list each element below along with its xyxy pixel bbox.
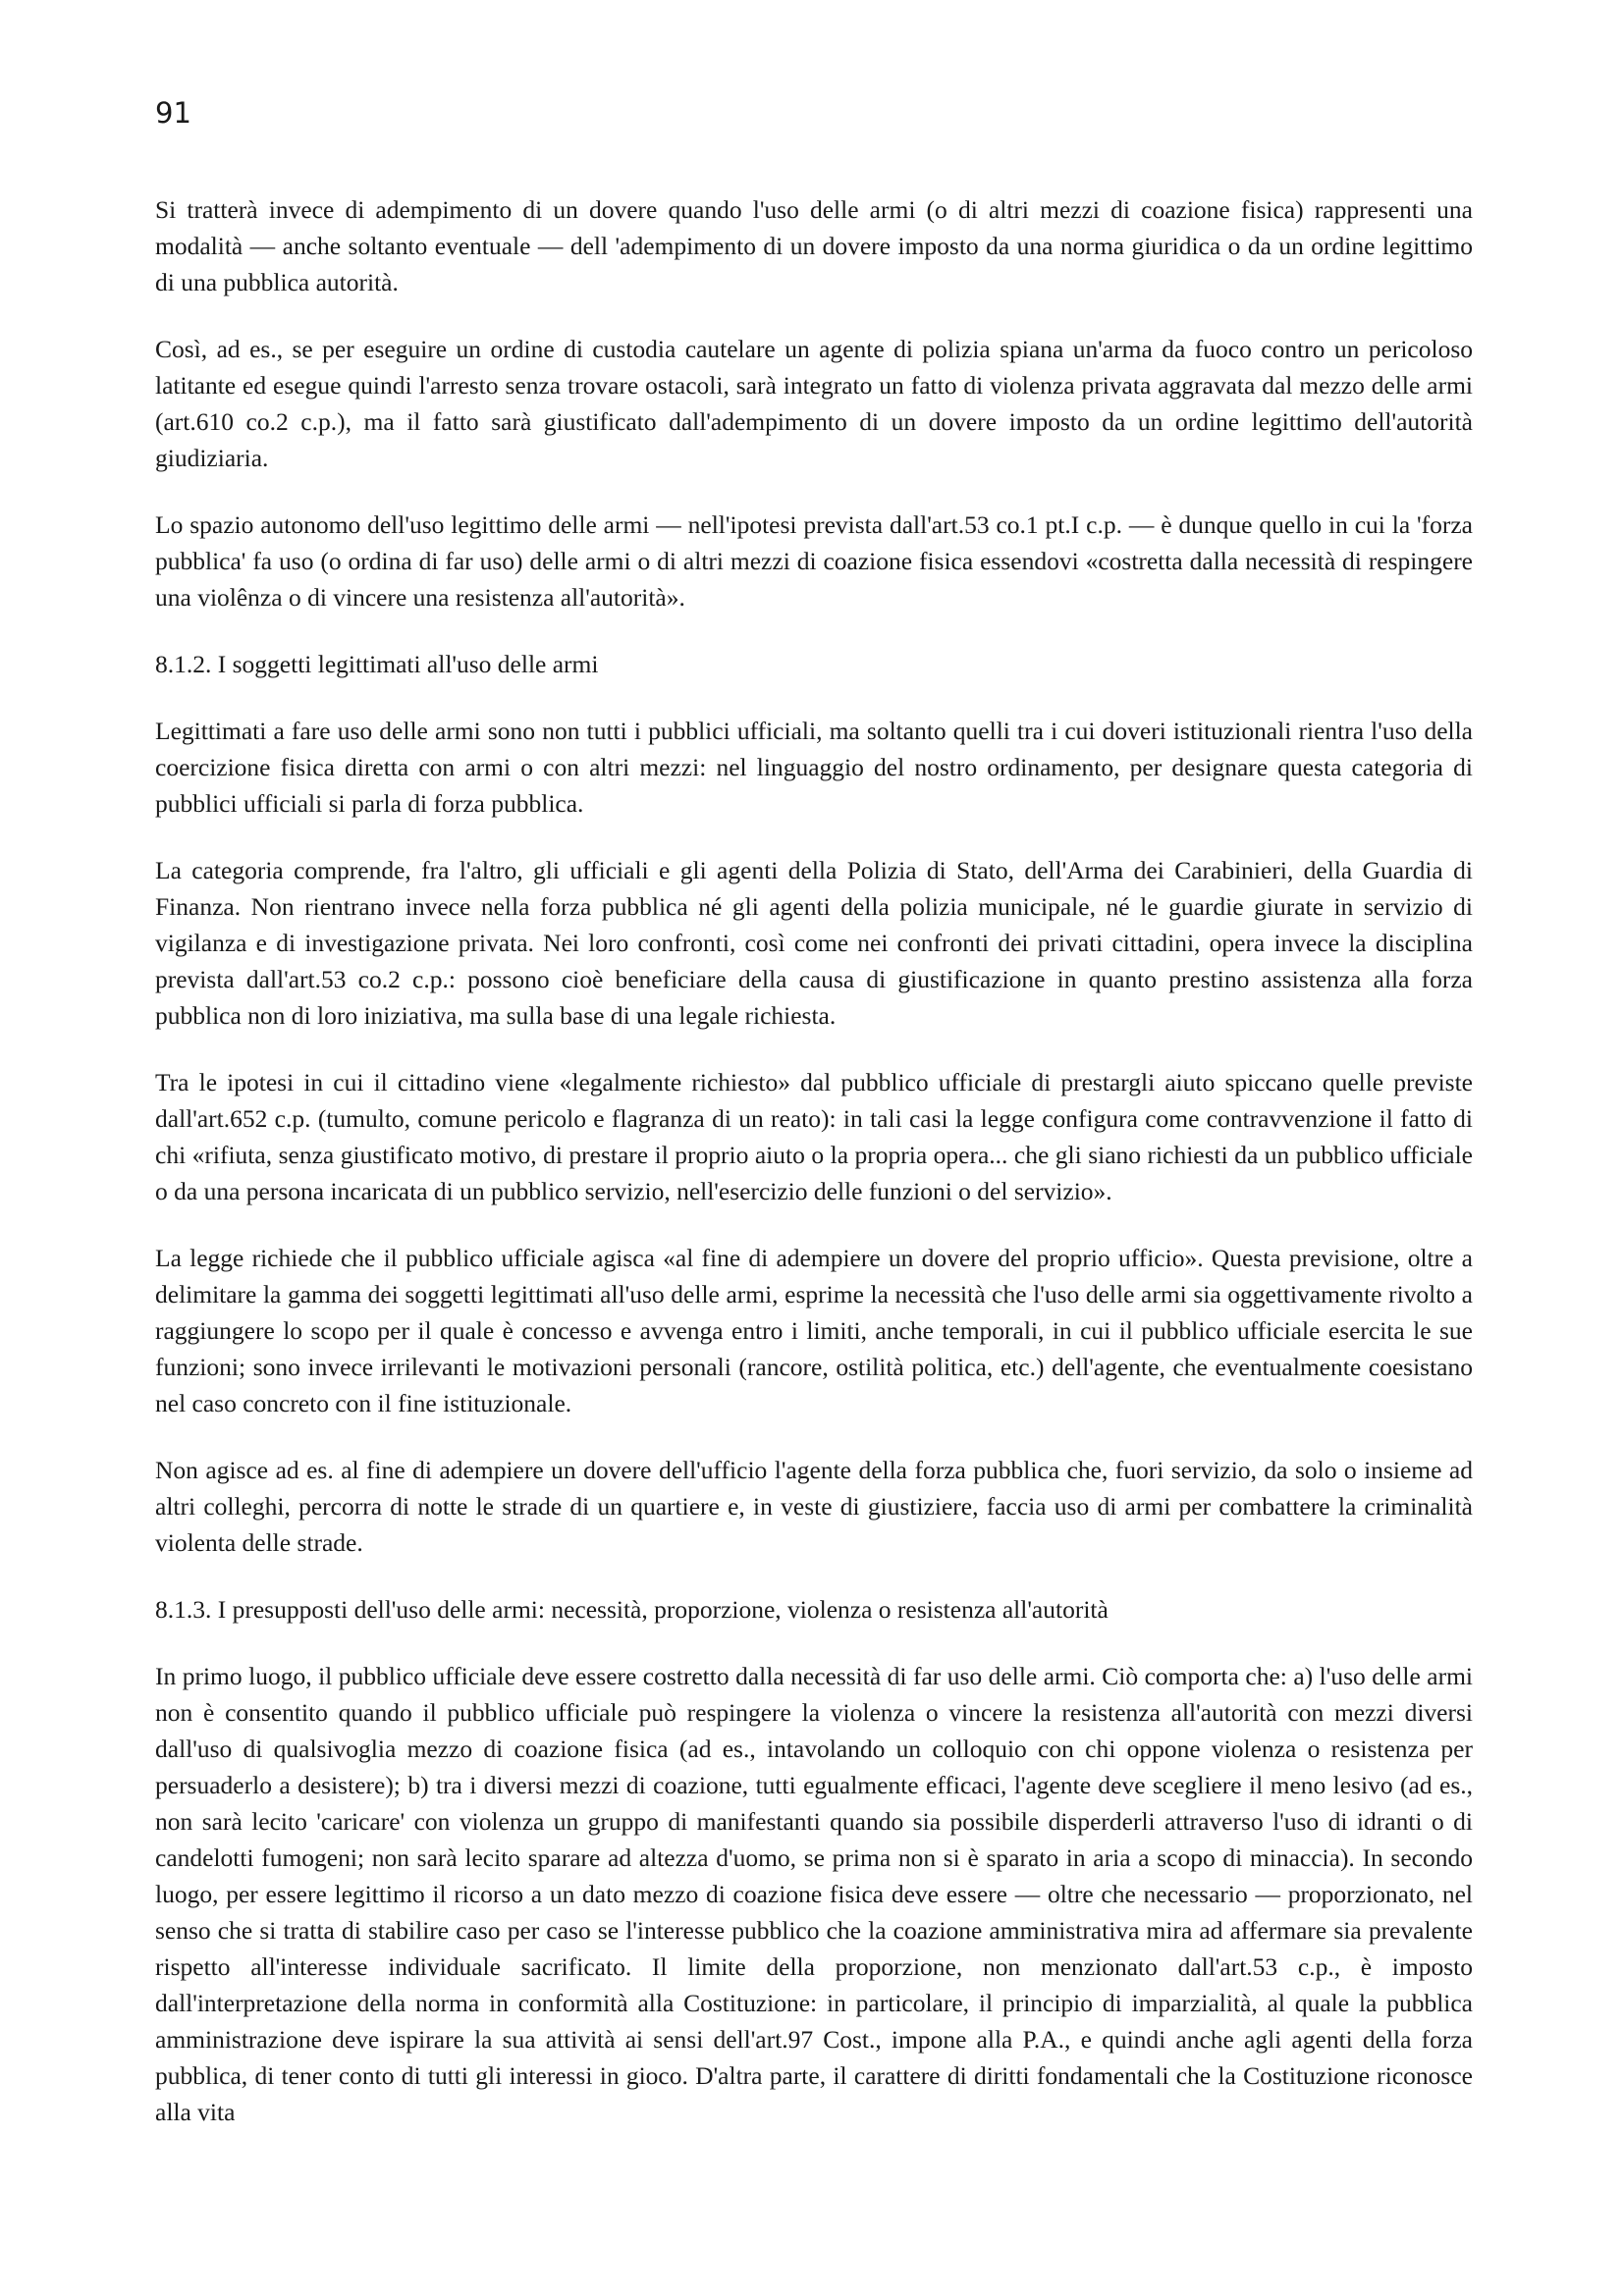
- paragraph: Lo spazio autonomo dell'uso legittimo delle armi — nell'ipotesi prevista dall'art.53 co.1 pt.I c.p. — è dunque quello in cui la 'forza pubblica' fa uso (o ordina di far uso) delle armi o di altri mezzi di coazione fisica essendovi «costretta dalla necessità di respingere una violênza o di vincere una resistenza all'autorità».: [155, 510, 1473, 612]
- paragraph: In primo luogo, il pubblico ufficiale deve essere costretto dalla necessità di far uso delle armi. Ciò comporta che: a) l'uso delle armi non è consentito quando il pubblico ufficiale può respingere la violenza o vincere la resistenza all'autorità con mezzi diversi dall'uso di qualsivoglia mezzo di coazione fisica (ad es., intavolando un colloquio con chi oppone violenza o resistenza per persuaderlo a desistere); b) tra i diversi mezzi di coazione, tutti egualmente efficaci, l'agente deve scegliere il meno lesivo (ad es., non sarà lecito 'caricare' con violenza un gruppo di manifestanti quando sia possibile disperderli attraverso l'uso di idranti o di candelotti fumogeni; non sarà lecito sparare ad altezza d'uomo, se prima non si è sparato in aria a scopo di minaccia). In secondo luogo, per essere legittimo il ricorso a un dato mezzo di coazione fisica deve essere — oltre che necessario — proporzionato, nel senso che si tratta di stabilire caso per caso se l'interesse pubblico che la coazione amministrativa mira ad affermare sia prevalente rispetto all'interesse individuale sacrificato. Il limite della proporzione, non menzionato dall'art.53 c.p., è imposto dall'interpretazione della norma in conformità alla Costituzione: in particolare, il principio di imparzialità, al quale la pubblica amministrazione deve ispirare la sua attività ai sensi dell'art.97 Cost., impone alla P.A., e quindi anche agli agenti della forza pubblica, di tener conto di tutti gli interessi in gioco. D'altra parte, il carattere di diritti fondamentali che la Costituzione riconosce alla vita: [155, 1662, 1473, 2126]
- section-heading: 8.1.3. I presupposti dell'uso delle armi: necessità, proporzione, violenza o resistenza all'autorità: [155, 1595, 1109, 1624]
- paragraph: La categoria comprende, fra l'altro, gli ufficiali e gli agenti della Polizia di Stato, dell'Arma dei Carabinieri, della Guardia di Finanza. Non rientrano invece nella forza pubblica né gli agenti della polizia municipale, né le guardie giurate in servizio di vigilanza e di investigazione privata. Nei loro confronti, così come nei confronti dei privati cittadini, opera invece la disciplina prevista dall'art.53 co.2 c.p.: possono cioè beneficiare della causa di giustificazione in quanto prestino assistenza alla forza pubblica non di loro iniziativa, ma sulla base di una legale richiesta.: [155, 856, 1473, 1030]
- section-heading: 8.1.2. I soggetti legittimati all'uso delle armi: [155, 650, 599, 678]
- document-body: [155, 191, 1473, 2161]
- page-number: 91: [155, 96, 191, 130]
- paragraph: Si tratterà invece di adempimento di un dovere quando l'uso delle armi (o di altri mezzi di coazione fisica) rappresenti una modalità — anche soltanto eventuale — dell 'adempimento di un dovere imposto da una norma giuridica o da un ordine legittimo di una pubblica autorità.: [155, 195, 1473, 296]
- paragraph: La legge richiede che il pubblico ufficiale agisca «al fine di adempiere un dovere del proprio ufficio». Questa previsione, oltre a delimitare la gamma dei soggetti legittimati all'uso delle armi, esprime la necessità che l'uso delle armi sia oggettivamente rivolto a raggiungere lo scopo per il quale è concesso e avvenga entro i limiti, anche temporali, in cui il pubblico ufficiale esercita le sue funzioni; sono invece irrilevanti le motivazioni personali (rancore, ostilità politica, etc.) dell'agente, che eventualmente coesistano nel caso concreto con il fine istituzionale.: [155, 1244, 1473, 1417]
- paragraph: Non agisce ad es. al fine di adempiere un dovere dell'ufficio l'agente della forza pubblica che, fuori servizio, da solo o insieme ad altri colleghi, percorra di notte le strade di un quartiere e, in veste di giustiziere, faccia uso di armi per combattere la criminalità violenta delle strade.: [155, 1456, 1473, 1557]
- paragraph: Tra le ipotesi in cui il cittadino viene «legalmente richiesto» dal pubblico ufficiale di prestargli aiuto spiccano quelle previste dall'art.652 c.p. (tumulto, comune pericolo e flagranza di un reato): in tali casi la legge configura come contravvenzione il fatto di chi «rifiuta, senza giustificato motivo, di prestare il proprio aiuto o la propria opera... che gli siano richiesti da un pubblico ufficiale o da una persona incaricata di un pubblico servizio, nell'esercizio delle funzioni o del servizio».: [155, 1068, 1473, 1205]
- paragraph: Così, ad es., se per eseguire un ordine di custodia cautelare un agente di polizia spiana un'arma da fuoco contro un pericoloso latitante ed esegue quindi l'arresto senza trovare ostacoli, sarà integrato un fatto di violenza privata aggravata dal mezzo delle armi (art.610 co.2 c.p.), ma il fatto sarà giustificato dall'adempimento di un dovere imposto da un ordine legittimo dell'autorità giudiziaria.: [155, 335, 1473, 472]
- paragraph: Legittimati a fare uso delle armi sono non tutti i pubblici ufficiali, ma soltanto quelli tra i cui doveri istituzionali rientra l'uso della coercizione fisica diretta con armi o con altri mezzi: nel linguaggio del nostro ordinamento, per designare questa categoria di pubblici ufficiali si parla di forza pubblica.: [155, 717, 1473, 818]
